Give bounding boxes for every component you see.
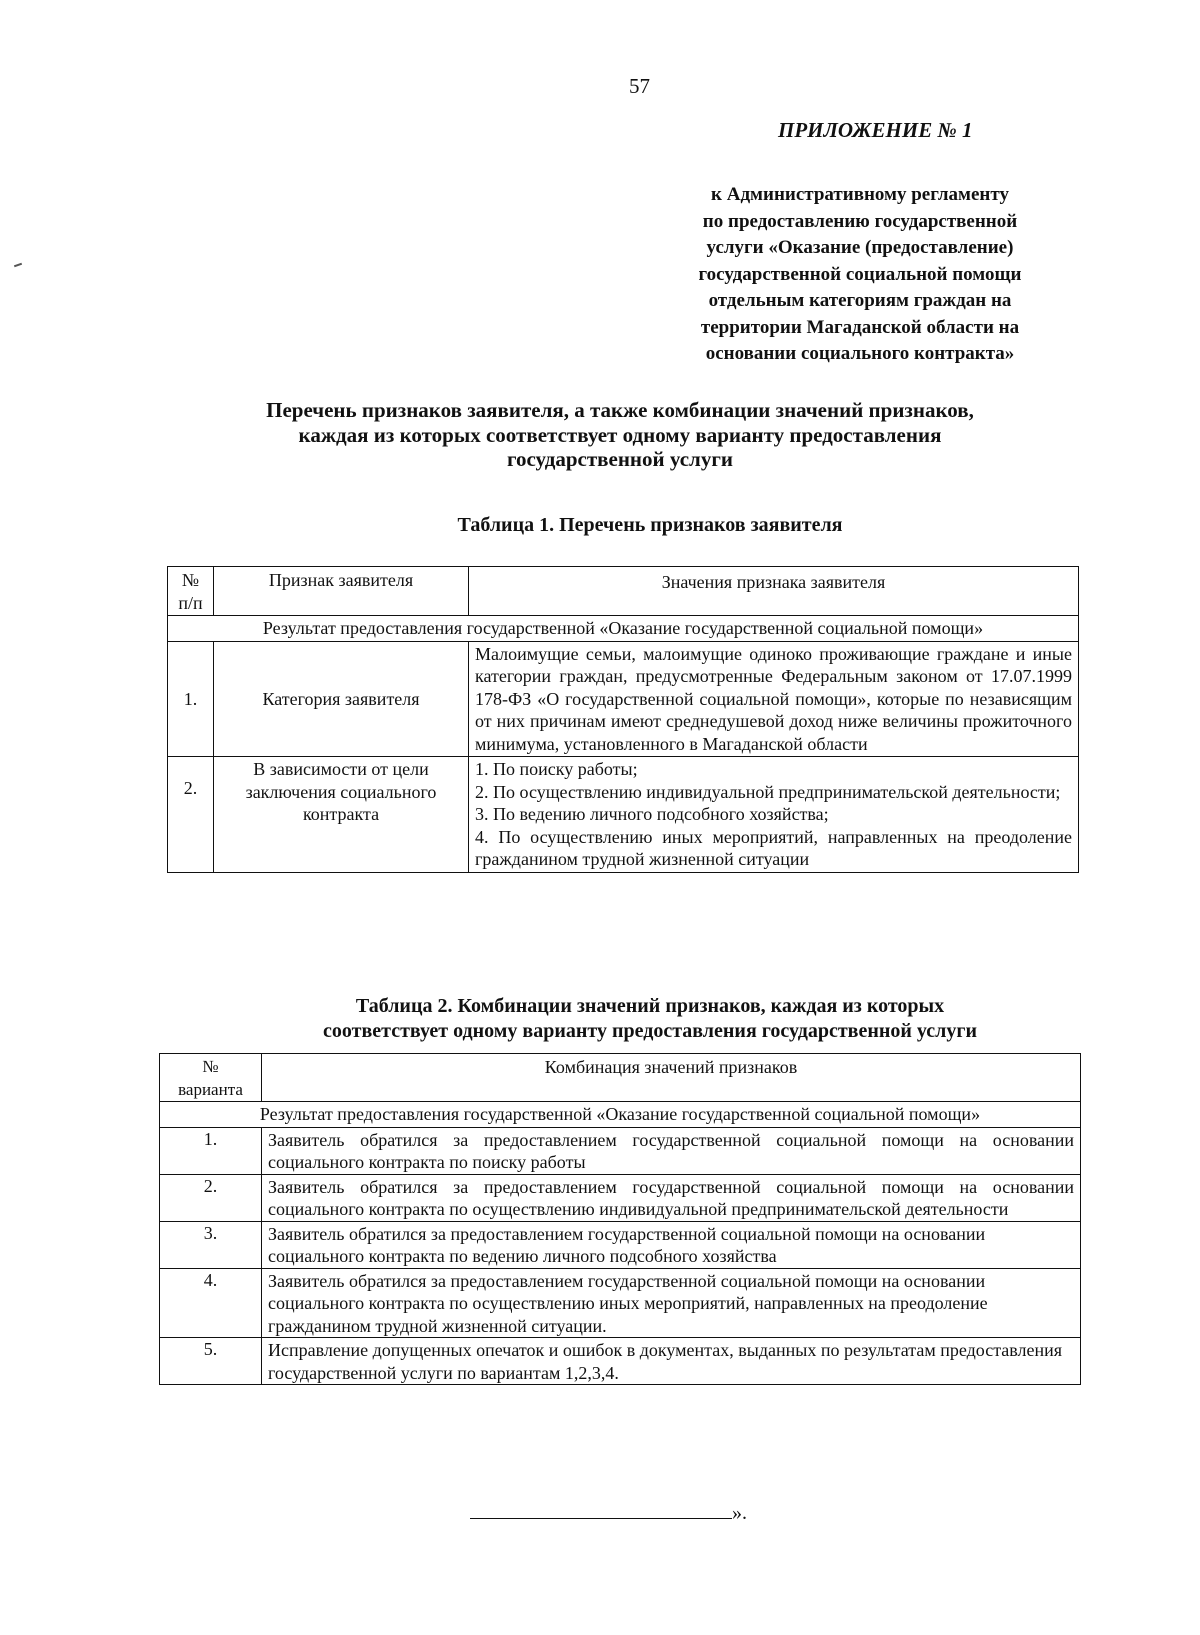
table2-row-text: Исправление допущенных опечаток и ошибок в документах, выданных по результатам предоставления государственной услуги по вариантам 1,2,3,4. [262, 1338, 1081, 1385]
table1-header-values: Значения признака заявителя [469, 567, 1079, 616]
table-row [160, 1268, 1081, 1338]
table2-row-text: Заявитель обратился за предоставлением государственной социальной помощи на основании социального контракта по осуществлению индивидуальной предпринимательской деятельности [262, 1174, 1081, 1221]
table1-row2-num: 2. [168, 757, 214, 873]
list-item: 4. По осуществлению иных мероприятий, направленных на преодоление гражданином трудной жизненной ситуации [475, 826, 1072, 869]
header-num-line2: п/п [178, 592, 203, 613]
table1-result-row [168, 616, 1079, 642]
table1-row1-values: Малоимущие семьи, малоимущие одиноко проживающие граждане и иные категории граждан, предусмотренные Федеральным законом от 17.07.1999 178-ФЗ «О государственной социальной помощи», которые по независящим от них причинам имеют среднедушевой доход ниже величины прожиточного минимума, установленного в Магаданской области [469, 641, 1079, 757]
table1-result-cell: Результат предоставления государственной «Оказание государственной социальной помощи» [168, 616, 1079, 642]
table2-header-row [160, 1054, 1081, 1102]
table1-applicant-features [167, 566, 1079, 873]
table1-header-row [168, 567, 1079, 616]
subtitle-line: основании социального контракта» [705, 343, 1015, 364]
subtitle-line: услуги «Оказание (предоставление) [706, 237, 1014, 258]
table-row [160, 1338, 1081, 1385]
table2-row-num: 3. [160, 1221, 262, 1268]
list-item: 1. По поиску работы; [475, 759, 638, 779]
appendix-title: ПРИЛОЖЕНИЕ № 1 [778, 118, 973, 142]
subtitle-line: к Административному регламенту [711, 184, 1009, 205]
signature-line [470, 1517, 732, 1519]
table2-row-text: Заявитель обратился за предоставлением государственной социальной помощи на основании социального контракта по ведению личного подсобного хозяйства [262, 1221, 1081, 1268]
table1-title-line: Таблица 1. Перечень признаков заявителя [457, 514, 843, 536]
table1-header-feature: Признак заявителя [214, 567, 469, 616]
closing-line [470, 1502, 747, 1525]
table-row [160, 1221, 1081, 1268]
table1-row2-values [469, 757, 1079, 873]
header-num-line1: № [202, 1057, 219, 1076]
subtitle-line: отдельным категориям граждан на [708, 290, 1012, 311]
appendix-subtitle [640, 182, 1080, 368]
table2-row-text: Заявитель обратился за предоставлением государственной социальной помощи на основании социального контракта по поиску работы [262, 1127, 1081, 1174]
table1-title [300, 513, 1000, 538]
table1-row1-feature: Категория заявителя [214, 641, 469, 757]
table2-title [300, 994, 1000, 1044]
table2-row-text: Заявитель обратился за предоставлением государственной социальной помощи на основании социального контракта по осуществлению иных мероприятий, направленных на преодоление гражданином трудной жизненной ситуации. [262, 1268, 1081, 1338]
table1-header-num [168, 567, 214, 616]
list-title-line: Перечень признаков заявителя, а также комбинации значений признаков, [266, 398, 974, 422]
list-item: 3. По ведению личного подсобного хозяйства; [475, 804, 829, 824]
header-num-line2: варианта [178, 1079, 243, 1099]
subtitle-line: территории Магаданской области на [700, 316, 1020, 338]
table-row [160, 1127, 1081, 1174]
table1-row1-num: 1. [168, 641, 214, 757]
table2-feature-combinations [159, 1053, 1081, 1385]
list-title-line: государственной услуги [507, 447, 733, 471]
scan-artifact-mark [14, 263, 22, 268]
table2-header-num [160, 1054, 262, 1102]
table-row [168, 641, 1079, 757]
table2-result-cell: Результат предоставления государственной «Оказание государственной социальной помощи» [160, 1102, 1081, 1128]
header-num-line1: № [181, 570, 200, 590]
table-row [160, 1174, 1081, 1221]
table2-row-num: 1. [160, 1127, 262, 1174]
table2-row-num: 5. [160, 1338, 262, 1385]
table2-row-num: 4. [160, 1268, 262, 1338]
table2-result-row [160, 1102, 1081, 1128]
list-title [170, 398, 1070, 472]
table2-title-line: Таблица 2. Комбинации значений признаков, каждая из которых [355, 995, 945, 1017]
table2-row-num: 2. [160, 1174, 262, 1221]
table2-title-line: соответствует одному варианту предоставления государственной услуги [323, 1020, 977, 1042]
page-number: 57 [629, 74, 650, 98]
subtitle-line: государственной социальной помощи [698, 263, 1022, 285]
table2-header-combination: Комбинация значений признаков [262, 1054, 1081, 1102]
table1-row2-feature: В зависимости от цели заключения социального контракта [214, 757, 469, 873]
table-row [168, 757, 1079, 873]
list-title-line: каждая из которых соответствует одному варианту предоставления [298, 422, 942, 447]
closing-quote-mark: ». [732, 1502, 747, 1524]
list-item: 2. По осуществлению индивидуальной предпринимательской деятельности; [475, 781, 1061, 802]
subtitle-line: по предоставлению государственной [702, 210, 1018, 232]
